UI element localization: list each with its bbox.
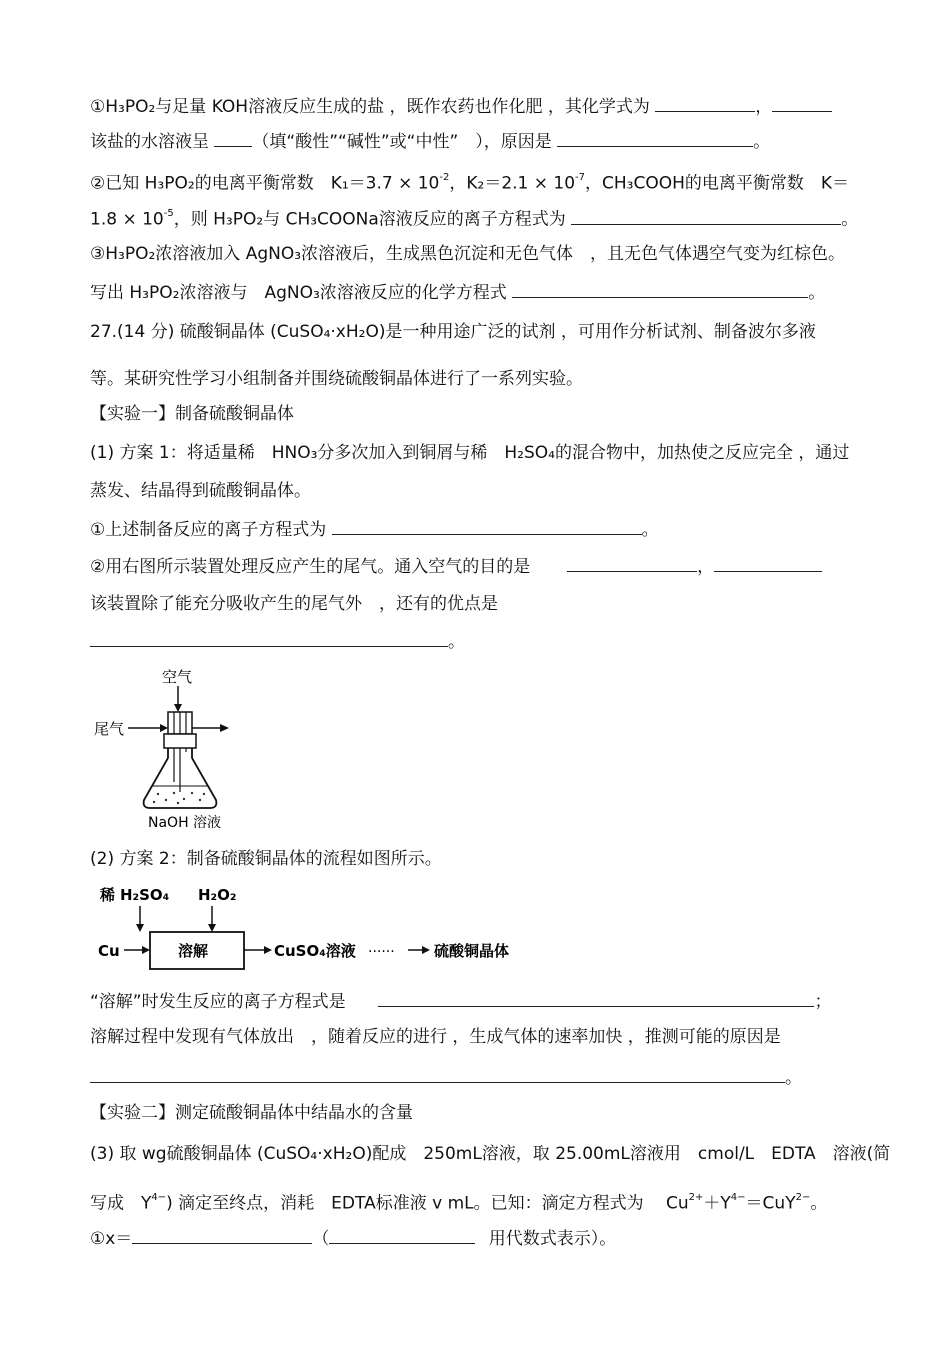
air-arrowhead — [174, 704, 182, 712]
reagent-arrowhead — [208, 924, 216, 932]
period: 。 — [448, 632, 465, 652]
answer-blank[interactable] — [772, 95, 832, 112]
answer-blank[interactable] — [655, 95, 755, 112]
exponent: -5 — [163, 208, 174, 219]
q26-p2-text3: ，CH₃COOH的电离平衡常数 K＝ — [585, 173, 850, 194]
q26-line3 — [90, 169, 849, 195]
stopper — [164, 734, 196, 748]
h2o2-label: H₂O₂ — [198, 886, 237, 904]
q26-line1 — [90, 95, 832, 118]
dissolve-label: 溶解 — [178, 942, 209, 960]
q27-s2-line3: 溶解过程中发现有气体放出 ，随着反应的进行 ，生成气体的速率加快 ，推测可能的原因是 — [90, 1027, 781, 1047]
tail-gas-apparatus-figure — [92, 662, 242, 834]
answer-blank[interactable] — [214, 130, 252, 147]
answer-blank[interactable] — [90, 1066, 785, 1083]
exponent: -7 — [575, 172, 586, 183]
cu-label: Cu — [98, 942, 120, 960]
answer-blank[interactable] — [714, 555, 822, 572]
h2so4-label: H₂SO₄ — [120, 886, 170, 904]
q27-s2-text: “溶解”时发生反应的离子方程式是 — [90, 992, 346, 1012]
tail-gas-label: 尾气 — [94, 720, 125, 738]
q27-s3-text3: ＋Y — [703, 1193, 731, 1214]
cuso4-solution-label: CuSO₄溶液 — [274, 942, 356, 960]
q26-p1-text: ①H₃PO₂与足量 KOH溶液反应生成的盐 ，既作农药也作化肥 ，其化学式为 — [90, 97, 650, 117]
semicolon: ； — [814, 992, 832, 1012]
q26-p2-text4: 1.8 × 10 — [90, 209, 164, 230]
answer-blank[interactable] — [132, 1227, 312, 1244]
q27-s1-text2: ②用右图所示装置处理反应产生的尾气。通入空气的目的是 — [90, 557, 531, 577]
q26-line5 — [90, 243, 845, 265]
q26-line6 — [90, 281, 825, 304]
crystal-arrowhead — [422, 946, 430, 954]
q27-s3-line1: (3) 取 wg硫酸铜晶体 (CuSO₄·xH₂O)配成 250mL溶液，取 25.00mL溶液用 cmol/L EDTA 溶液(简 — [90, 1144, 891, 1164]
period: 。 — [785, 1068, 802, 1088]
q27-s1-line5: 该装置除了能充分吸收产生的尾气外 ，还有的优点是 — [90, 594, 498, 614]
period: 。 — [753, 132, 771, 152]
product-arrowhead — [264, 946, 272, 954]
q26-p2-text5: ，则 H₃PO₂与 CH₃COONa溶液反应的离子方程式为 — [173, 209, 566, 230]
q26-p2-text2: ，K₂＝2.1 × 10 — [449, 173, 576, 194]
q27-s2-line: (2) 方案 2：制备硫酸铜晶体的流程如图所示。 — [90, 849, 442, 869]
q27-s3-line3 — [90, 1227, 616, 1250]
dots: ······ — [368, 944, 395, 960]
cu-arrowhead — [142, 946, 150, 954]
answer-blank[interactable] — [512, 281, 808, 298]
q27-s3-text5: ①x＝ — [90, 1229, 133, 1249]
charge: 4− — [151, 1192, 167, 1203]
process-flowchart — [92, 880, 532, 976]
period: 。 — [810, 1193, 828, 1214]
answer-blank[interactable] — [378, 990, 814, 1007]
reagent-arrowhead — [136, 924, 144, 932]
experiment1-heading: 【实验一】制备硫酸铜晶体 — [90, 404, 294, 424]
q27-s1-line1: (1) 方案 1：将适量稀 HNO₃分多次加入到铜屑与稀 H₂SO₄的混合物中，加热使之反应完全 ，通过 — [90, 443, 850, 463]
q26-p3-text: ③H₃PO₂浓溶液加入 AgNO₃浓溶液后，生成黑色沉淀和无色气体 ，且无色气体遇空气变为红棕色。 — [90, 244, 846, 264]
q26-p1-text2: 该盐的水溶液呈 — [90, 132, 209, 152]
q27-s3-line2 — [90, 1189, 827, 1215]
charge: 4− — [730, 1192, 746, 1203]
period: 。 — [841, 209, 859, 230]
period: 。 — [808, 283, 826, 303]
q27-s2-line4 — [90, 1066, 802, 1089]
q27-s1-line6 — [90, 630, 465, 653]
q27-s1-line4 — [90, 555, 822, 578]
q26-line4 — [90, 205, 858, 231]
charge: 2+ — [688, 1192, 704, 1203]
q27-s1-line3 — [90, 518, 659, 541]
dilute-label: 稀 — [100, 886, 116, 904]
bubbles — [153, 792, 205, 804]
air-label: 空气 — [162, 668, 193, 686]
exponent: -2 — [439, 172, 450, 183]
answer-blank[interactable] — [332, 518, 642, 535]
outlet-arrowhead — [220, 724, 229, 732]
naoh-solution-label: NaOH 溶液 — [148, 815, 222, 831]
q26-p1-text3: （填“酸性”“碱性”或“中性” ），原因是 — [252, 132, 552, 152]
q26-line2 — [90, 130, 770, 153]
q27-title2: 等。某研究性学习小组制备并围绕硫酸铜晶体进行了一系列实验。 — [90, 369, 583, 389]
answer-blank[interactable] — [329, 1227, 475, 1244]
separator: ， — [755, 97, 773, 117]
experiment2-heading: 【实验二】测定硫酸铜晶体中结晶水的含量 — [90, 1103, 413, 1123]
answer-blank[interactable] — [567, 555, 697, 572]
answer-blank[interactable] — [90, 630, 448, 647]
q27-s3-text: 写成 Y — [90, 1193, 152, 1214]
crystal-label: 硫酸铜晶体 — [434, 942, 510, 960]
q27-s1-line2: 蒸发、结晶得到硫酸铜晶体。 — [90, 481, 311, 501]
answer-blank[interactable] — [557, 130, 753, 147]
separator: ， — [697, 557, 715, 577]
q26-p2-text: ②已知 H₃PO₂的电离平衡常数 K₁＝3.7 × 10 — [90, 173, 440, 194]
q27-s1-text: ①上述制备反应的离子方程式为 — [90, 520, 327, 540]
charge: 2− — [795, 1192, 811, 1203]
q27-s2-line2 — [90, 990, 831, 1013]
q27-title: 27.(14 分) 硫酸铜晶体 (CuSO₄·xH₂O)是一种用途广泛的试剂 ，可用作分析试剂、制备波尔多液 — [90, 322, 816, 342]
q26-p3-text2: 写出 H₃PO₂浓溶液与 AgNO₃浓溶液反应的化学方程式 — [90, 283, 507, 303]
q27-s3-text2: ) 滴定至终点，消耗 EDTA标准液 v mL。已知：滴定方程式为 Cu — [166, 1193, 689, 1214]
paren: （ — [312, 1229, 330, 1249]
period: 。 — [641, 520, 659, 540]
inlet-arrowhead — [160, 724, 168, 732]
answer-blank[interactable] — [571, 208, 841, 225]
q27-s3-text6: 用代数式表示）。 — [488, 1229, 617, 1249]
q27-s3-text4: ＝CuY — [745, 1193, 796, 1214]
